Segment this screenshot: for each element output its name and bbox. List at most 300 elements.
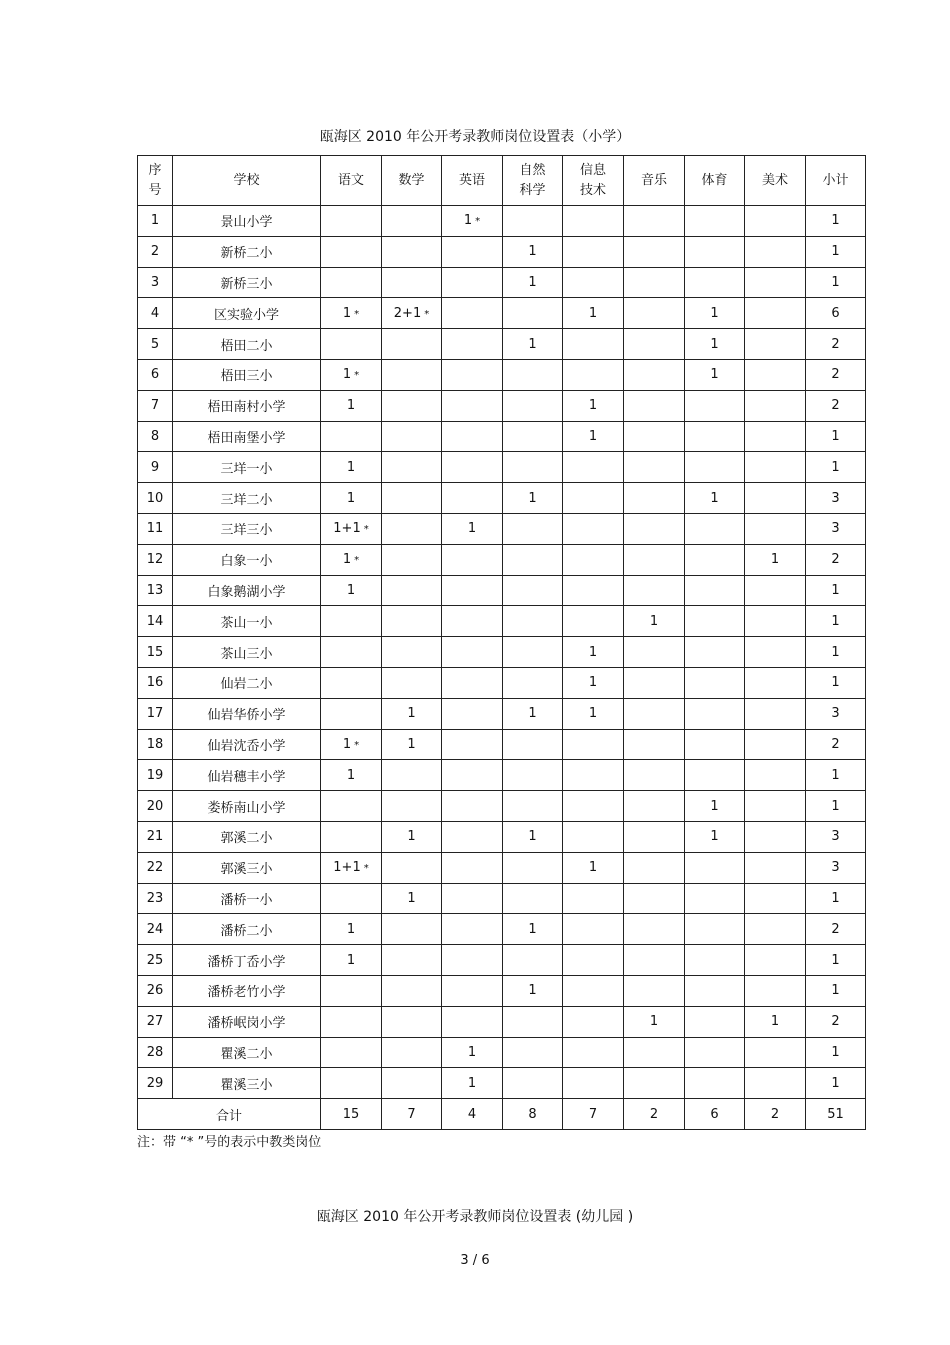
table-cell (685, 637, 745, 668)
table-cell: 潘桥老竹小学 (173, 975, 321, 1006)
table-cell (745, 298, 806, 329)
table-cell: 1 (503, 914, 563, 945)
table-cell (442, 945, 503, 976)
table-cell (442, 791, 503, 822)
table-cell: 1 (806, 760, 866, 791)
table-cell (624, 329, 685, 360)
table-cell: 1 (806, 606, 866, 637)
table-cell (685, 914, 745, 945)
table-cell: 4 (138, 298, 173, 329)
table-cell (321, 698, 382, 729)
table-cell (563, 544, 624, 575)
table-cell: 1+1 * (321, 513, 382, 544)
table-cell (321, 267, 382, 298)
header-cell: 英语 (442, 156, 503, 206)
table-cell: 潘桥二小 (173, 914, 321, 945)
table-cell (624, 544, 685, 575)
table-cell (321, 1068, 382, 1099)
table-cell (745, 791, 806, 822)
table-cell: 25 (138, 945, 173, 976)
table-cell: 2 (138, 236, 173, 267)
table-cell: 茶山三小 (173, 637, 321, 668)
table-cell (745, 883, 806, 914)
table-cell: 9 (138, 452, 173, 483)
table-cell: 1 (685, 791, 745, 822)
table-cell: 1 (563, 390, 624, 421)
table-cell (382, 1068, 442, 1099)
table-cell (745, 760, 806, 791)
table-cell: 1 (382, 698, 442, 729)
table-cell: 1 (321, 760, 382, 791)
table-row (138, 421, 866, 452)
table-cell: 10 (138, 483, 173, 514)
table-cell: 1 (563, 637, 624, 668)
table-cell (624, 945, 685, 976)
table-cell: 1 (382, 729, 442, 760)
table-cell (382, 206, 442, 237)
table-cell (442, 821, 503, 852)
table-cell (321, 206, 382, 237)
table-cell (745, 667, 806, 698)
table-cell (685, 945, 745, 976)
star-mark: * (354, 555, 360, 567)
table-cell (382, 329, 442, 360)
table-cell: 1 (321, 575, 382, 606)
table-cell: 1 (685, 298, 745, 329)
table-cell (442, 606, 503, 637)
table-cell: 1 (503, 329, 563, 360)
table-cell (382, 975, 442, 1006)
header-cell: 自然 科学 (503, 156, 563, 206)
table-row (138, 236, 866, 267)
table-row (138, 1037, 866, 1068)
table-cell: 2 (806, 1006, 866, 1037)
table-cell (745, 206, 806, 237)
table-cell: 郭溪二小 (173, 821, 321, 852)
table-cell: 2 (806, 359, 866, 390)
table-cell (685, 1006, 745, 1037)
table-cell: 8 (138, 421, 173, 452)
table-cell (624, 390, 685, 421)
table-cell (685, 760, 745, 791)
table-cell: 26 (138, 975, 173, 1006)
table-row (138, 945, 866, 976)
table-cell (503, 883, 563, 914)
table-cell: 1 (806, 575, 866, 606)
header-cell: 数学 (382, 156, 442, 206)
table-cell: 2 (806, 914, 866, 945)
total-cell: 7 (563, 1099, 624, 1130)
table-footer (138, 1099, 866, 1130)
table-row (138, 483, 866, 514)
table-cell (382, 852, 442, 883)
table-cell: 1 (806, 637, 866, 668)
table-cell (442, 390, 503, 421)
table-cell: 12 (138, 544, 173, 575)
table-row (138, 452, 866, 483)
table-cell: 2 (806, 729, 866, 760)
table-cell: 潘桥一小 (173, 883, 321, 914)
table-cell: 16 (138, 667, 173, 698)
table-cell (685, 575, 745, 606)
table-row (138, 359, 866, 390)
table-cell: 1+1 * (321, 852, 382, 883)
table-cell (563, 791, 624, 822)
table-cell: 1 (806, 1037, 866, 1068)
header-cell: 学校 (173, 156, 321, 206)
table-cell (624, 483, 685, 514)
table-cell: 1 (321, 914, 382, 945)
table-cell: 1 (503, 267, 563, 298)
table-cell: 29 (138, 1068, 173, 1099)
table-cell (321, 606, 382, 637)
table-cell: 24 (138, 914, 173, 945)
table-cell (382, 513, 442, 544)
table-cell (321, 667, 382, 698)
table-cell (442, 667, 503, 698)
table-cell (503, 760, 563, 791)
table-cell (685, 729, 745, 760)
table-row (138, 975, 866, 1006)
table-cell: 22 (138, 852, 173, 883)
table-cell (685, 513, 745, 544)
table-cell: 梧田二小 (173, 329, 321, 360)
table-cell (503, 421, 563, 452)
table-cell (563, 206, 624, 237)
table-cell (442, 729, 503, 760)
table-cell: 11 (138, 513, 173, 544)
table-row (138, 329, 866, 360)
table-cell: 仙岩二小 (173, 667, 321, 698)
table-cell (503, 452, 563, 483)
table-row (138, 575, 866, 606)
table-cell (503, 1037, 563, 1068)
table-cell: 13 (138, 575, 173, 606)
table-cell (624, 1068, 685, 1099)
page-number: 3 / 6 (460, 1253, 490, 1268)
table-cell (382, 390, 442, 421)
table-cell (685, 667, 745, 698)
table-cell (685, 421, 745, 452)
table-cell: 梧田南村小学 (173, 390, 321, 421)
table-cell (503, 852, 563, 883)
table-title: 瓯海区 2010 年公开考录教师岗位设置表（小学） (319, 129, 631, 145)
table-cell: 新桥二小 (173, 236, 321, 267)
table-cell (685, 883, 745, 914)
table-cell (321, 883, 382, 914)
table-cell (382, 914, 442, 945)
table-cell (624, 791, 685, 822)
table-cell (745, 359, 806, 390)
table-cell: 1 (806, 206, 866, 237)
table-row (138, 606, 866, 637)
table-cell (745, 821, 806, 852)
total-cell: 4 (442, 1099, 503, 1130)
table-cell: 梧田三小 (173, 359, 321, 390)
table-cell (442, 421, 503, 452)
table-row (138, 821, 866, 852)
table-cell (745, 1037, 806, 1068)
table-cell: 1 * (442, 206, 503, 237)
table-cell (745, 267, 806, 298)
table-row (138, 390, 866, 421)
table-cell (563, 945, 624, 976)
table-cell: 白象一小 (173, 544, 321, 575)
table-cell (563, 513, 624, 544)
table-cell: 1 * (321, 359, 382, 390)
table-cell: 14 (138, 606, 173, 637)
table-row (138, 698, 866, 729)
table-cell: 瞿溪三小 (173, 1068, 321, 1099)
table-cell (442, 359, 503, 390)
next-table-title: 瓯海区 2010 年公开考录教师岗位设置表 (幼儿园 ) (316, 1209, 634, 1225)
header-cell: 语文 (321, 156, 382, 206)
header-row (138, 156, 866, 206)
table-cell: 三垟三小 (173, 513, 321, 544)
table-cell: 三垟一小 (173, 452, 321, 483)
header-cell: 音乐 (624, 156, 685, 206)
table-cell (624, 267, 685, 298)
table-cell: 1 (806, 421, 866, 452)
total-label: 合计 (138, 1099, 321, 1130)
table-cell (685, 236, 745, 267)
table-cell: 仙岩穗丰小学 (173, 760, 321, 791)
table-cell: 6 (138, 359, 173, 390)
table-cell (382, 421, 442, 452)
table-cell (382, 452, 442, 483)
table-cell (321, 1037, 382, 1068)
table-cell (624, 298, 685, 329)
table-cell (624, 1037, 685, 1068)
table-cell: 三垟二小 (173, 483, 321, 514)
table-cell: 27 (138, 1006, 173, 1037)
table-cell (745, 513, 806, 544)
table-cell (442, 975, 503, 1006)
table-row (138, 729, 866, 760)
table-cell (745, 606, 806, 637)
table-cell (563, 359, 624, 390)
star-mark: * (354, 739, 360, 751)
table-cell (624, 729, 685, 760)
table-cell (745, 729, 806, 760)
total-cell: 8 (503, 1099, 563, 1130)
table-cell: 23 (138, 883, 173, 914)
table-cell (624, 452, 685, 483)
table-cell: 1 (563, 421, 624, 452)
total-cell: 15 (321, 1099, 382, 1130)
star-mark: * (354, 370, 360, 382)
table-cell (321, 791, 382, 822)
table-cell: 1 (563, 667, 624, 698)
table-cell: 1 (442, 1037, 503, 1068)
table-cell (503, 729, 563, 760)
table-cell: 18 (138, 729, 173, 760)
table-cell (745, 637, 806, 668)
table-cell (382, 236, 442, 267)
table-cell (442, 698, 503, 729)
table-cell: 梧田南堡小学 (173, 421, 321, 452)
table-cell: 19 (138, 760, 173, 791)
table-cell (563, 883, 624, 914)
table-cell: 1 (624, 1006, 685, 1037)
table-cell: 1 (382, 821, 442, 852)
table-cell: 1 (382, 883, 442, 914)
table-cell (382, 945, 442, 976)
table-cell (321, 236, 382, 267)
table-cell (685, 975, 745, 1006)
table-cell (321, 329, 382, 360)
total-row (138, 1099, 866, 1130)
table-cell: 6 (806, 298, 866, 329)
table-cell (503, 544, 563, 575)
table-cell (321, 637, 382, 668)
table-cell: 21 (138, 821, 173, 852)
table-cell: 1 (503, 483, 563, 514)
star-mark: * (424, 308, 430, 320)
table-cell (563, 483, 624, 514)
table-cell (685, 1068, 745, 1099)
table-cell: 白象鹅湖小学 (173, 575, 321, 606)
table-cell (685, 206, 745, 237)
table-cell (442, 637, 503, 668)
table-cell (503, 637, 563, 668)
table-cell: 1 (745, 1006, 806, 1037)
table-cell: 1 (685, 821, 745, 852)
table-cell: 仙岩华侨小学 (173, 698, 321, 729)
table-cell (624, 975, 685, 1006)
table-cell: 1 (685, 359, 745, 390)
table-cell: 1 (685, 483, 745, 514)
table-cell: 3 (806, 821, 866, 852)
table-cell (442, 852, 503, 883)
table-cell (745, 945, 806, 976)
table-cell: 15 (138, 637, 173, 668)
table-cell (624, 883, 685, 914)
table-cell (563, 1068, 624, 1099)
table-cell (442, 914, 503, 945)
table-cell: 1 (806, 975, 866, 1006)
table-cell (624, 667, 685, 698)
table-cell (563, 1037, 624, 1068)
table-cell: 1 (503, 821, 563, 852)
header-cell: 序 号 (138, 156, 173, 206)
star-mark: * (354, 308, 360, 320)
table-cell: 1 (624, 606, 685, 637)
table-cell (624, 359, 685, 390)
table-cell (745, 1068, 806, 1099)
table-cell (442, 883, 503, 914)
table-cell (685, 1037, 745, 1068)
table-row (138, 791, 866, 822)
table-cell (442, 452, 503, 483)
table-cell (382, 637, 442, 668)
table-cell: 景山小学 (173, 206, 321, 237)
table-cell: 2 (806, 329, 866, 360)
table-cell (503, 298, 563, 329)
table-cell (321, 1006, 382, 1037)
table-cell (382, 483, 442, 514)
footnote: 注：带 “* ”号的表示中教类岗位 (137, 1135, 322, 1150)
table-cell: 娄桥南山小学 (173, 791, 321, 822)
table-cell: 2 (806, 390, 866, 421)
table-row (138, 637, 866, 668)
table-cell: 2 (806, 544, 866, 575)
table-cell (685, 606, 745, 637)
table-cell (321, 421, 382, 452)
table-cell (685, 852, 745, 883)
table-cell (442, 544, 503, 575)
table-cell (442, 329, 503, 360)
table-cell (503, 1006, 563, 1037)
total-cell: 2 (624, 1099, 685, 1130)
table-cell (745, 914, 806, 945)
table-cell (563, 267, 624, 298)
total-cell: 51 (806, 1099, 866, 1130)
table-cell (745, 483, 806, 514)
table-body (138, 206, 866, 1099)
table-cell (563, 914, 624, 945)
table-cell (624, 821, 685, 852)
table-cell: 茶山一小 (173, 606, 321, 637)
table-cell: 潘桥丁岙小学 (173, 945, 321, 976)
table-cell: 区实验小学 (173, 298, 321, 329)
total-cell: 2 (745, 1099, 806, 1130)
table-cell: 1 (321, 390, 382, 421)
table-row (138, 513, 866, 544)
table-cell (563, 606, 624, 637)
table-cell (624, 513, 685, 544)
table-cell: 2+1 * (382, 298, 442, 329)
table-cell (745, 452, 806, 483)
table-cell: 1 (685, 329, 745, 360)
table-cell: 潘桥岷岗小学 (173, 1006, 321, 1037)
table-cell (442, 483, 503, 514)
table-cell: 1 (563, 852, 624, 883)
table-cell: 1 * (321, 729, 382, 760)
table-cell (503, 390, 563, 421)
table-cell (442, 298, 503, 329)
star-mark: * (363, 863, 369, 875)
table-cell: 1 * (321, 544, 382, 575)
table-cell: 28 (138, 1037, 173, 1068)
table-cell (503, 513, 563, 544)
table-cell (745, 421, 806, 452)
table-row (138, 1006, 866, 1037)
table-cell (503, 359, 563, 390)
table-cell (442, 575, 503, 606)
table-cell: 1 (806, 945, 866, 976)
table-cell (563, 575, 624, 606)
table-cell (685, 390, 745, 421)
total-cell: 7 (382, 1099, 442, 1130)
table-cell: 17 (138, 698, 173, 729)
table-row (138, 667, 866, 698)
table-cell: 1 (806, 452, 866, 483)
table-cell (624, 760, 685, 791)
table-row (138, 206, 866, 237)
table-cell: 郭溪三小 (173, 852, 321, 883)
table-cell: 1 (503, 236, 563, 267)
table-cell (745, 698, 806, 729)
table-cell (503, 667, 563, 698)
table-cell (563, 729, 624, 760)
table-cell: 1 * (321, 298, 382, 329)
table-cell: 5 (138, 329, 173, 360)
table-cell (745, 329, 806, 360)
table-cell (745, 390, 806, 421)
table-cell: 1 (321, 452, 382, 483)
table-cell (624, 914, 685, 945)
